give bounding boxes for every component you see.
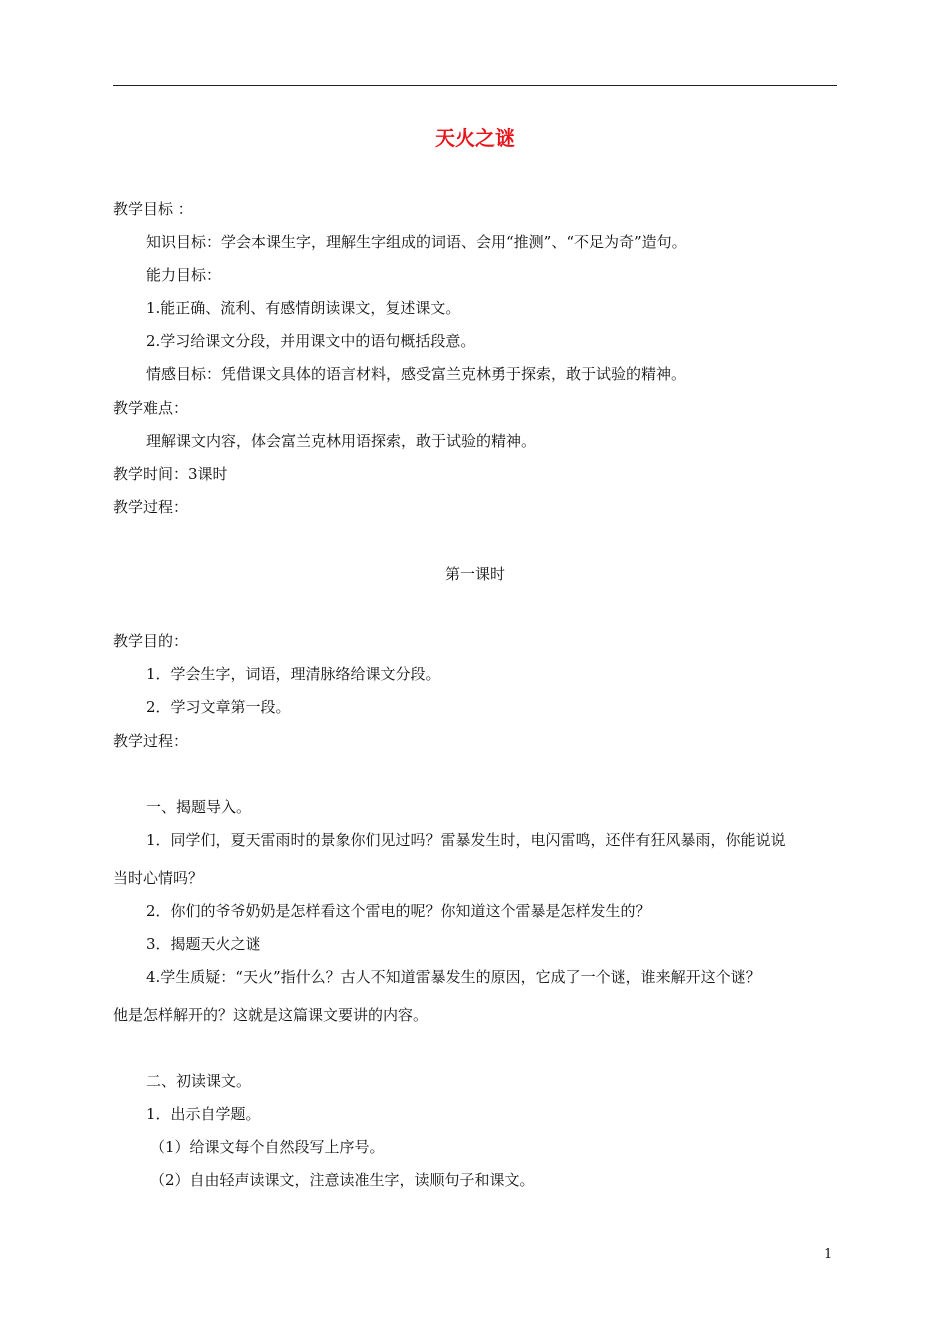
text-line: 能力目标： xyxy=(146,266,222,284)
text-line: 当时心情吗？ xyxy=(113,869,204,887)
text-line: （1）给课文每个自然段写上序号。 xyxy=(150,1138,385,1156)
section-heading: 第一课时 xyxy=(444,565,505,583)
text-line: 1.能正确、流利、有感情朗读课文，复述课文。 xyxy=(146,299,461,317)
header-rule xyxy=(113,85,837,86)
text-line: 知识目标：学会本课生字，理解生字组成的词语、会用“推测”、“不足为奇”造句。 xyxy=(146,233,687,251)
text-line: 2．学习文章第一段。 xyxy=(146,698,291,716)
text-line: 一、揭题导入。 xyxy=(146,798,252,816)
text-line: 教学过程： xyxy=(113,498,189,516)
text-line: 2.学习给课文分段，并用课文中的语句概括段意。 xyxy=(146,332,476,350)
text-line: 理解课文内容，体会富兰克林用语探索，敢于试验的精神。 xyxy=(146,432,537,450)
text-line: 3．揭题天火之谜 xyxy=(146,935,261,953)
text-line: 1．出示自学题。 xyxy=(146,1105,261,1123)
text-line: 教学难点： xyxy=(113,399,189,417)
text-line: （2）自由轻声读课文，注意读准生字，读顺句子和课文。 xyxy=(150,1171,535,1189)
text-line: 教学过程： xyxy=(113,732,189,750)
text-line: 4.学生质疑：“天火”指什么？古人不知道雷暴发生的原因，它成了一个谜，谁来解开这个谜？ xyxy=(146,968,761,986)
text-line: 教学时间：3课时 xyxy=(113,465,228,483)
text-line: 情感目标：凭借课文具体的语言材料，感受富兰克林勇于探索，敢于试验的精神。 xyxy=(146,365,687,383)
text-line: 他是怎样解开的？这就是这篇课文要讲的内容。 xyxy=(113,1006,429,1024)
text-line: 2．你们的爷爷奶奶是怎样看这个雷电的呢？你知道这个雷暴是怎样发生的？ xyxy=(146,902,651,920)
document-title: 天火之谜 xyxy=(435,126,515,150)
text-line: 教学目标 ： xyxy=(113,200,193,218)
text-line: 1．学会生字，词语，理清脉络给课文分段。 xyxy=(146,665,441,683)
text-line: 1．同学们，夏天雷雨时的景象你们见过吗？雷暴发生时，电闪雷鸣，还伴有狂风暴雨，你能说说 xyxy=(146,831,786,849)
page-number: 1 xyxy=(824,1247,833,1262)
text-line: 二、初读课文。 xyxy=(146,1072,252,1090)
text-line: 教学目的： xyxy=(113,632,189,650)
